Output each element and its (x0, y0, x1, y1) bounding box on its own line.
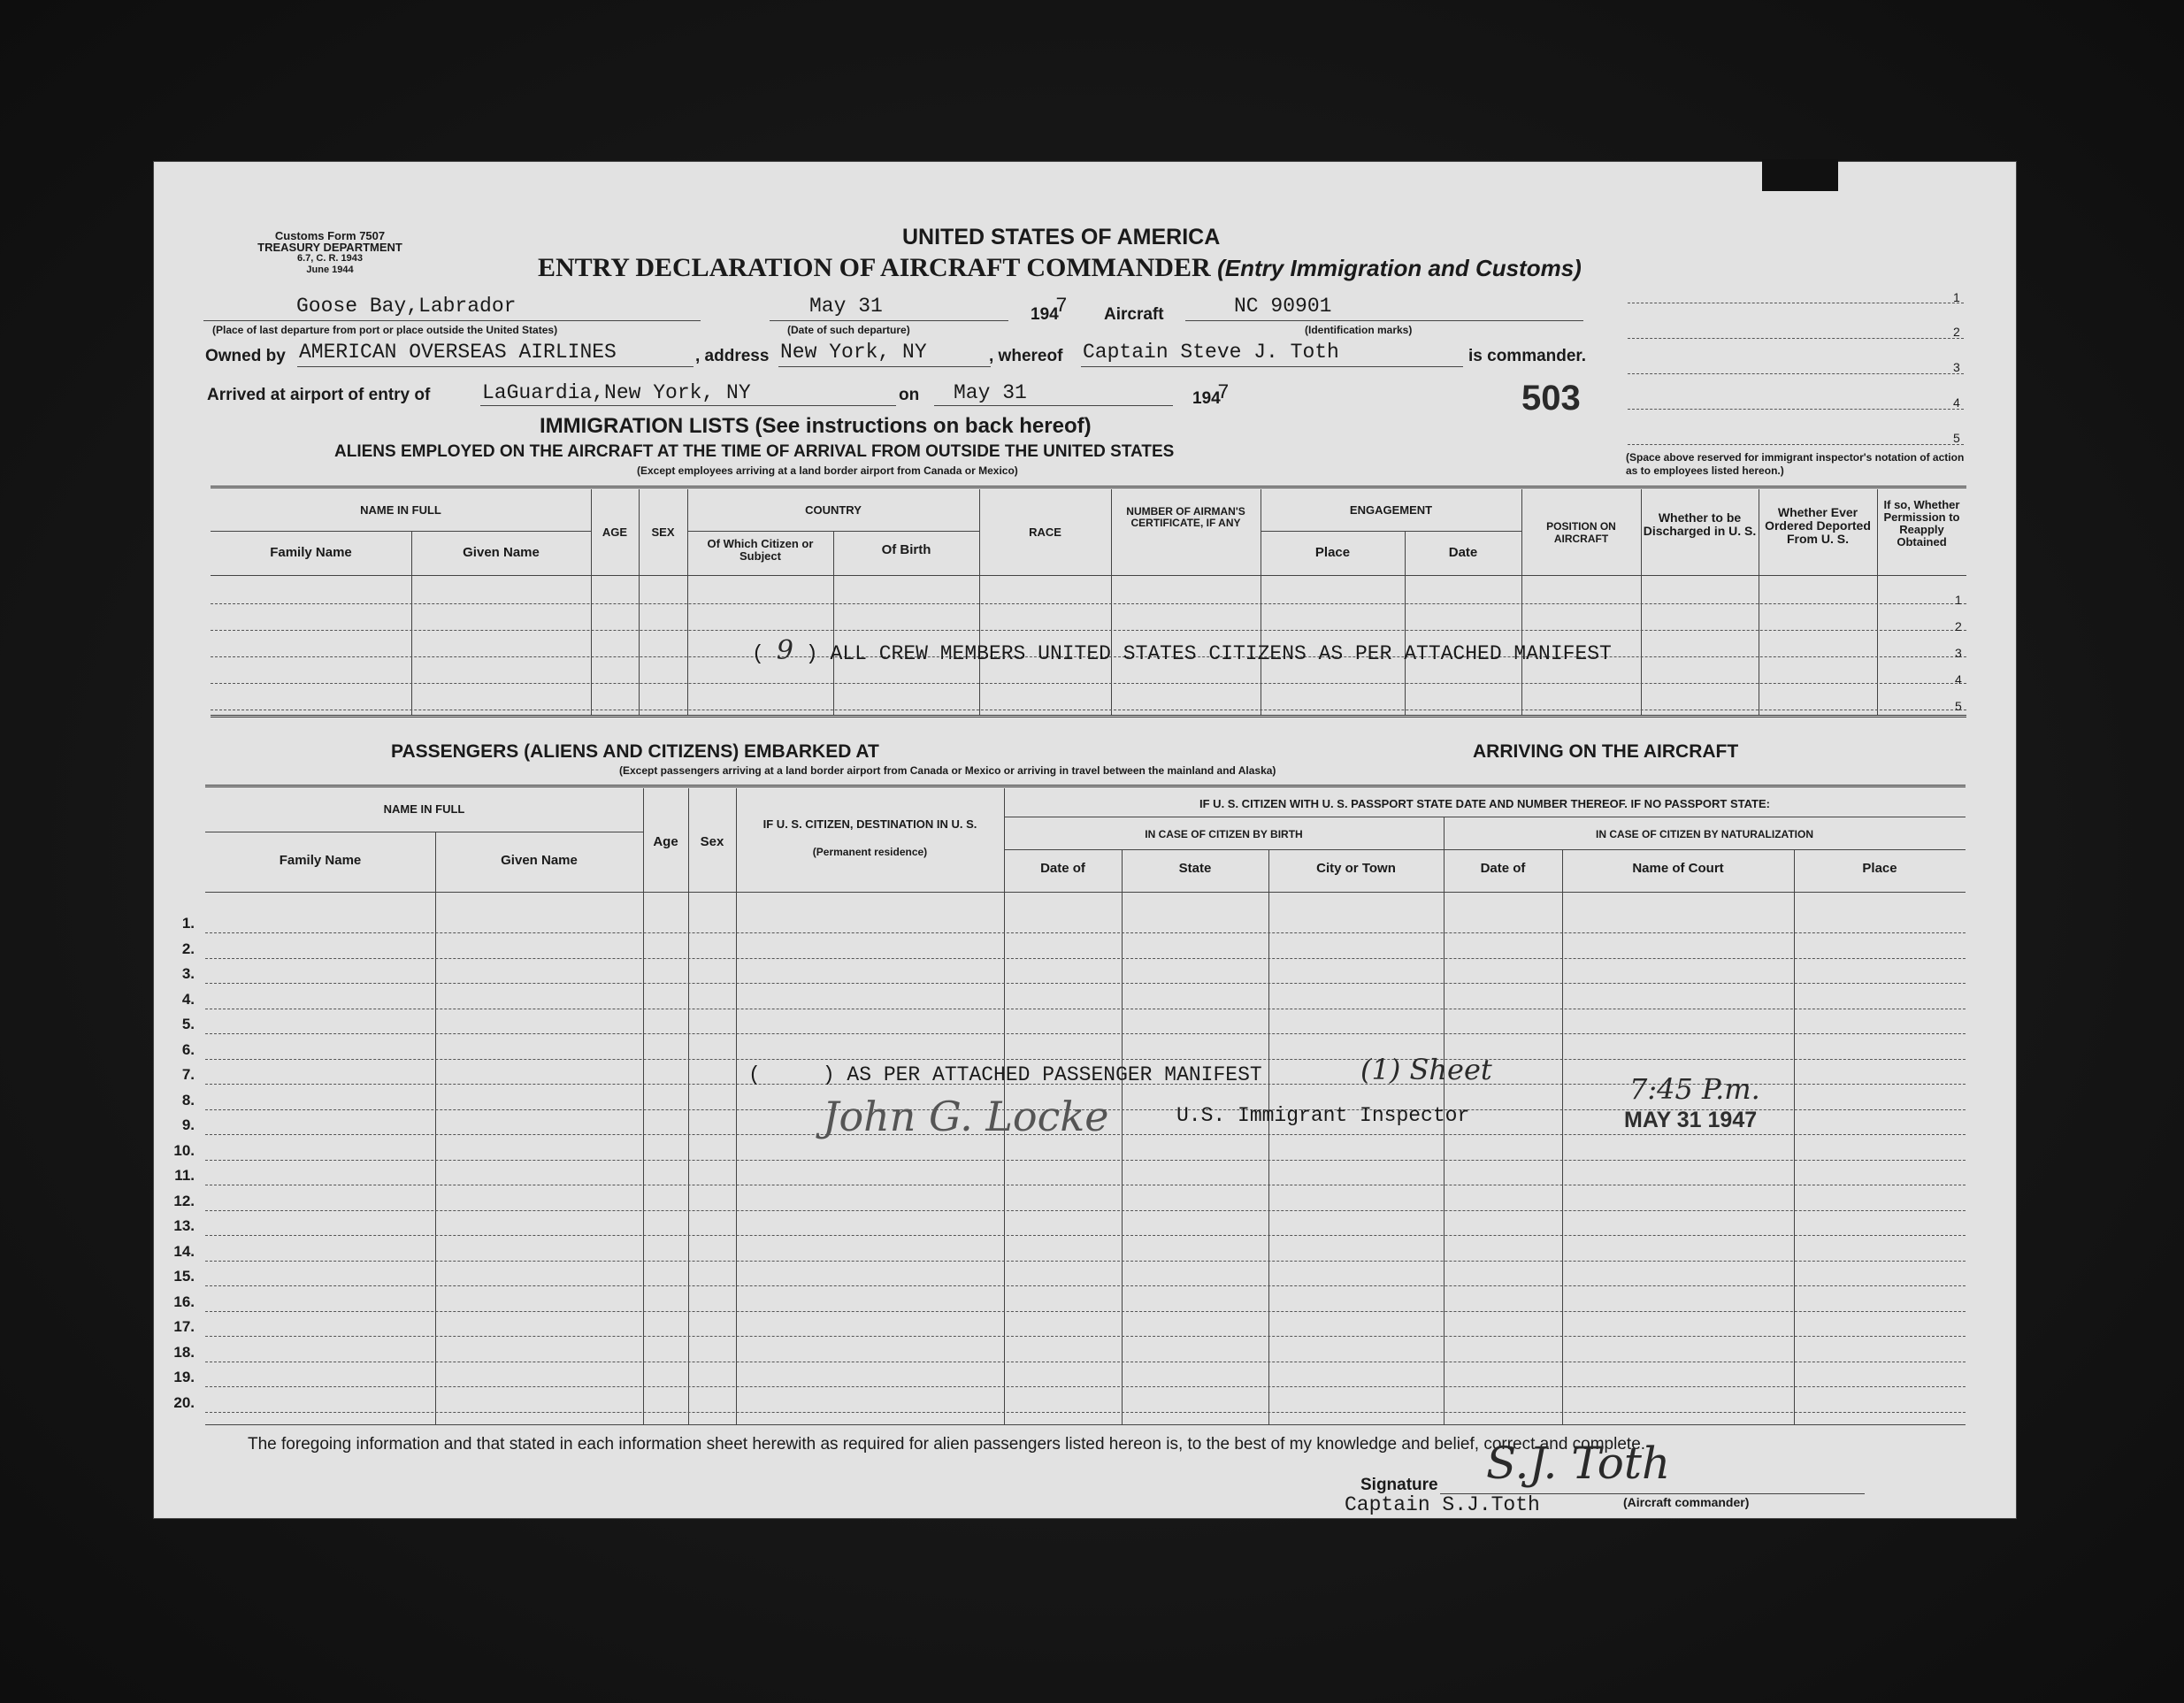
col-header-given-name: Given Name (463, 545, 540, 560)
passenger-row-number: 3. (181, 965, 195, 982)
departure-date-caption: (Date of such departure) (787, 324, 910, 336)
pax-header-date-of: Date of (1040, 861, 1085, 876)
col-rule (687, 489, 688, 715)
certification-text: The foregoing information and that stated in each information sheet herewith as required for alien passengers listed hereon is, to the best of my knowledge and belief, correct and complete. (248, 1435, 1646, 1454)
col-rule (591, 489, 592, 715)
col-header-age: AGE (602, 525, 628, 539)
passenger-row-number: 5. (181, 1016, 195, 1032)
passenger-row-line (205, 1261, 1966, 1262)
address-line (778, 366, 991, 367)
pax-header-court: Name of Court (1632, 861, 1724, 876)
crew-row-line (211, 603, 1966, 604)
passenger-row-number: 1. (181, 915, 195, 932)
arrival-year-prefix: 194 (1192, 389, 1221, 408)
notation-number: 3 (1953, 360, 1960, 374)
stamp-number: 503 (1521, 379, 1581, 418)
notation-line (1628, 444, 1964, 445)
pax-header-city: City or Town (1316, 861, 1396, 876)
passenger-row-number: 9. (181, 1116, 195, 1133)
table-top-rule (205, 785, 1966, 787)
col-rule (1562, 849, 1563, 1424)
passenger-row-line (205, 932, 1966, 933)
passenger-row-line (205, 1285, 1966, 1286)
passenger-row-number: 10. (173, 1141, 195, 1159)
crew-count: 9 (776, 635, 793, 666)
departure-date: May 31 (809, 295, 883, 318)
pax-header-destination-sub: (Permanent residence) (812, 846, 928, 858)
passenger-row-line (205, 1059, 1966, 1060)
manifest-sheet-handwritten: (1) Sheet (1360, 1053, 1492, 1086)
passenger-row-line (205, 1412, 1966, 1413)
col-rule (979, 489, 980, 715)
col-header-sex: SEX (651, 525, 675, 539)
commander-typed-name: Captain S.J.Toth (1345, 1493, 1540, 1516)
crew-row-number: 1 (1955, 593, 1962, 607)
customs-form-number: Customs Form 7507 (274, 229, 386, 242)
col-header-of-birth: Of Birth (881, 542, 931, 557)
passenger-row-line (205, 1033, 1966, 1034)
departure-date-line (770, 320, 1008, 321)
notation-caption: (Space above reserved for immigrant inspector's notation of action as to employees listed hereon.) (1626, 451, 1965, 477)
notation-number: 5 (1953, 431, 1960, 445)
commander-signature: S.J. Toth (1486, 1438, 1671, 1489)
departure-year-prefix: 194 (1031, 305, 1059, 324)
passengers-title-left: PASSENGERS (ALIENS AND CITIZENS) EMBARKED AT (391, 741, 879, 762)
aircraft-id: NC 90901 (1234, 295, 1332, 318)
arrival-date: May 31 (954, 381, 1027, 404)
departure-year-digit: 7 (1055, 295, 1068, 318)
title-parenthetical: (Entry Immigration and Customs) (1217, 255, 1582, 281)
col-header-name-in-full: NAME IN FULL (360, 503, 441, 517)
immigration-note: (Except employees arriving at a land border airport from Canada or Mexico) (637, 464, 1018, 477)
departure-place-caption: (Place of last departure from port or place outside the United States) (212, 324, 558, 336)
crew-row-number: 4 (1955, 672, 1962, 687)
pax-header-state: State (1178, 861, 1212, 876)
pax-header-place: Place (1862, 861, 1897, 876)
crew-row-line (211, 683, 1966, 684)
arrival-airport-line (480, 405, 896, 406)
col-header-race: RACE (1029, 525, 1061, 539)
passenger-row-number: 7. (181, 1066, 195, 1083)
pax-header-passport: IF U. S. CITIZEN WITH U. S. PASSPORT STATE DATE AND NUMBER THEREOF. IF NO PASSPORT STATE: (1199, 797, 1770, 810)
notation-number: 2 (1953, 325, 1960, 339)
col-rule (639, 489, 640, 715)
notation-number: 1 (1953, 290, 1960, 304)
passenger-row-number: 20. (173, 1393, 195, 1411)
col-header-engagement-date: Date (1448, 545, 1478, 560)
aircraft-id-caption: (Identification marks) (1305, 324, 1413, 336)
notation-line (1628, 338, 1964, 339)
departure-place-line (203, 320, 701, 321)
pax-header-by-birth: IN CASE OF CITIZEN BY BIRTH (1145, 828, 1303, 840)
department-name: TREASURY DEPARTMENT (257, 241, 402, 254)
whereof-label: , whereof (989, 347, 1063, 365)
commander-role-caption: (Aircraft commander) (1623, 1495, 1750, 1509)
pax-header-age: Age (653, 834, 678, 849)
manifest-note-open: ( (748, 1063, 761, 1086)
pax-header-date-of-naturalization: Date of (1480, 861, 1526, 876)
departure-place: Goose Bay,Labrador (296, 295, 517, 318)
title-main: ENTRY DECLARATION OF AIRCRAFT COMMANDER (538, 253, 1211, 282)
arrival-date-line (934, 405, 1173, 406)
pax-header-name-in-full: NAME IN FULL (383, 802, 465, 816)
address-label: , address (695, 347, 770, 365)
table-rule (211, 531, 591, 532)
signature-label: Signature (1360, 1476, 1438, 1494)
inspector-title: U.S. Immigrant Inspector (1176, 1104, 1470, 1127)
passenger-row-number: 2. (181, 940, 195, 957)
inspection-date-stamp: MAY 31 1947 (1624, 1108, 1758, 1132)
crew-row-number: 3 (1955, 646, 1962, 660)
passenger-row-number: 13. (173, 1217, 195, 1234)
owned-by-label: Owned by (205, 347, 286, 365)
immigration-subtitle: ALIENS EMPLOYED ON THE AIRCRAFT AT THE TIME OF ARRIVAL FROM OUTSIDE THE UNITED STATES (334, 442, 1175, 461)
pax-header-destination: IF U. S. CITIZEN, DESTINATION IN U. S. (762, 817, 977, 831)
manifest-note-text: ) AS PER ATTACHED PASSENGER MANIFEST (822, 1063, 1262, 1086)
passenger-row-number: 12. (173, 1192, 195, 1209)
crew-row-number: 5 (1955, 699, 1962, 713)
aircraft-id-line (1185, 320, 1583, 321)
notation-number: 4 (1953, 395, 1960, 410)
col-rule (688, 788, 689, 1424)
col-rule (1268, 849, 1269, 1424)
commander-name: Captain Steve J. Toth (1083, 341, 1339, 364)
inspector-signature: John G. Locke (823, 1093, 1109, 1140)
table-header-rule (211, 575, 1966, 576)
col-header-family-name: Family Name (270, 545, 352, 560)
manifest-note (748, 1063, 1262, 1086)
passenger-row-number: 19. (173, 1369, 195, 1385)
crew-note (752, 635, 1612, 666)
cfr-reference: 6.7, C. R. 1943 (297, 253, 363, 264)
crew-table-bottom-rule (211, 715, 1966, 717)
pax-header-by-naturalization: IN CASE OF CITIZEN BY NATURALIZATION (1596, 828, 1813, 840)
torn-corner (1762, 159, 1838, 191)
col-rule (736, 788, 737, 1424)
owner-line (297, 366, 694, 367)
pax-header-sex: Sex (700, 834, 724, 849)
page-title (538, 253, 1582, 283)
passenger-row-number: 17. (173, 1318, 195, 1335)
notation-line (1628, 409, 1964, 410)
crew-row-number: 2 (1955, 619, 1962, 633)
passengers-title-right: ARRIVING ON THE AIRCRAFT (1473, 741, 1739, 762)
notation-line (1628, 373, 1964, 374)
passenger-row-line (205, 1235, 1966, 1236)
arrival-airport: LaGuardia,New York, NY (482, 381, 751, 404)
passenger-row-line (205, 1311, 1966, 1312)
aircraft-label: Aircraft (1104, 305, 1164, 324)
col-header-permission: If so, Whether Permission to Reapply Obtained (1883, 498, 1960, 548)
on-label: on (899, 386, 920, 404)
col-rule (833, 531, 834, 715)
passenger-row-number: 18. (173, 1343, 195, 1361)
crew-row-line (211, 630, 1966, 631)
passenger-row-line (205, 1386, 1966, 1387)
passenger-row-number: 8. (181, 1091, 195, 1108)
is-commander-label: is commander. (1468, 347, 1587, 365)
crew-note-text: ) ALL CREW MEMBERS UNITED STATES CITIZENS AS PER ATTACHED MANIFEST (805, 642, 1612, 665)
col-rule (1122, 849, 1123, 1424)
table-header-rule (205, 892, 1966, 893)
passenger-row-line (205, 958, 1966, 959)
col-header-deported: Whether Ever Ordered Deported From U. S. (1765, 505, 1871, 546)
passenger-row-line (205, 1160, 1966, 1161)
pax-header-given-name: Given Name (501, 853, 578, 868)
col-header-position: POSITION ON AIRCRAFT (1546, 520, 1616, 545)
passenger-row-number: 11. (174, 1167, 195, 1184)
form-id-block (202, 230, 458, 276)
passenger-row-line (205, 1336, 1966, 1337)
crew-note-open: ( (752, 642, 764, 665)
col-header-discharged: Whether to be Discharged in U. S. (1643, 510, 1757, 538)
col-header-airman-cert: NUMBER OF AIRMAN'S CERTIFICATE, IF ANY (1126, 505, 1245, 529)
table-top-rule (211, 486, 1966, 488)
owner-name: AMERICAN OVERSEAS AIRLINES (299, 341, 617, 364)
passenger-row-line (205, 1210, 1966, 1211)
country-heading: UNITED STATES OF AMERICA (902, 225, 1221, 249)
pax-header-family-name: Family Name (279, 853, 362, 868)
form-date: June 1944 (306, 265, 354, 275)
col-header-engagement-place: Place (1314, 545, 1351, 560)
passenger-row-number: 15. (173, 1268, 195, 1285)
passenger-row-number: 4. (181, 990, 195, 1008)
passenger-row-number: 14. (173, 1242, 195, 1260)
col-header-citizen-of: Of Which Citizen or Subject (707, 537, 814, 563)
passenger-row-number: 16. (173, 1293, 195, 1310)
table-bottom-rule (205, 1424, 1966, 1425)
col-header-country: COUNTRY (805, 503, 862, 517)
table-rule (1004, 849, 1966, 850)
commander-line (1081, 366, 1463, 367)
col-rule (1794, 849, 1795, 1424)
immigration-title: IMMIGRATION LISTS (See instructions on back hereof) (540, 414, 1092, 438)
col-rule (643, 788, 644, 1424)
passenger-row-line (205, 983, 1966, 984)
passengers-note: (Except passengers arriving at a land border airport from Canada or Mexico or arriving in travel between the mainland and Alaska) (619, 764, 1276, 777)
col-header-engagement: ENGAGEMENT (1349, 503, 1433, 517)
owner-address: New York, NY (780, 341, 927, 364)
passenger-row-number: 6. (181, 1040, 195, 1058)
arrival-time-handwritten: 7:45 P.m. (1629, 1072, 1760, 1106)
table-rule (1261, 531, 1521, 532)
arrival-year-digit: 7 (1217, 381, 1230, 404)
arrival-label: Arrived at airport of entry of (207, 386, 431, 404)
